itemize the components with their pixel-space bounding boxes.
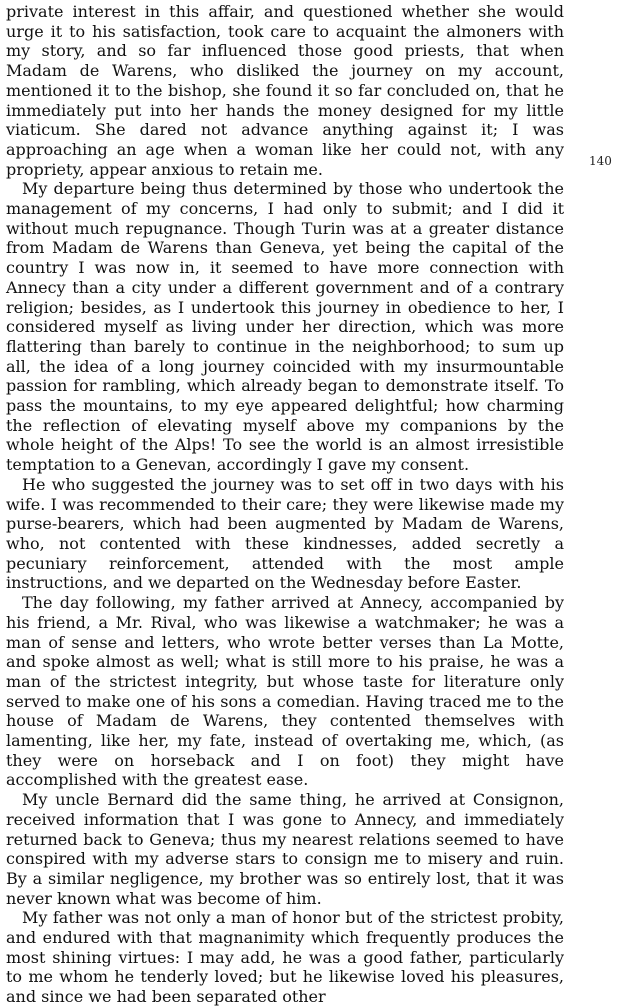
paragraph-4: The day following, my father arrived at Annecy, accompanied by his friend, a Mr. Rival, who was likewise a watchmaker; he was a man of sense and letters, who wrote better verses than La Motte, and spoke almost as well; what is still more to his praise, he was a man of the strictest integrity, but whose taste for literature only served to make one of his sons a comedian. Having traced me to the house of Madam de Warens, they contented themselves with lamenting, like her, my fate, instead of overtaking me, which, (as they were on horseback and I on foot) they might have accomplished with the greatest ease. <box>6 593 564 790</box>
paragraph-3: He who suggested the journey was to set off in two days with his wife. I was recommended to their care; they were likewise made my purse-bearers, which had been augmented by Madam de Warens, who, not contented with these kindnesses, added secretly a pecuniary reinforcement, attended with the most ample instructions, and we departed on the Wednesday before Easter. <box>6 474 564 593</box>
paragraph-6: My father was not only a man of honor but of the strictest probity, and endured with that magnanimity which frequently produces the most shining virtues: I may add, he was a good father, particularly to me whom he tenderly loved; but he likewise loved his pleasures, and since we had been separated other <box>6 908 564 1007</box>
page-body <box>6 2 564 1007</box>
page-number: 140 <box>589 154 612 168</box>
paragraph-1: private interest in this affair, and questioned whether she would urge it to his satisfaction, took care to acquaint the almoners with my story, and so far influenced those good priests, that when Madam de Warens, who disliked the journey on my account, mentioned it to the bishop, she found it so far concluded on, that he immediately put into her hands the money designed for my little viaticum. She dared not advance anything against it; I was approaching an age when a woman like her could not, with any propriety, appear anxious to retain me. <box>6 2 564 179</box>
paragraph-5: My uncle Bernard did the same thing, he arrived at Consignon, received information that I was gone to Annecy, and immediately returned back to Geneva; thus my nearest relations seemed to have conspired with my adverse stars to consign me to misery and ruin. By a similar negligence, my brother was so entirely lost, that it was never known what was become of him. <box>6 790 564 908</box>
paragraph-2: My departure being thus determined by those who undertook the management of my concerns, I had only to submit; and I did it without much repugnance. Though Turin was at a greater distance from Madam de Warens than Geneva, yet being the capital of the country I was now in, it seemed to have more connection with Annecy than a city under a different government and of a contrary religion; besides, as I undertook this journey in obedience to her, I considered myself as living under her direction, which was more flattering than barely to continue in the neighborhood; to sum up all, the idea of a long journey coincided with my insurmountable passion for rambling, which already began to demonstrate itself. To pass the mountains, to my eye appeared delightful; how charming the reflection of elevating myself above my companions by the whole height of the Alps! To see the world is an almost irresistible temptation to a Genevan, accordingly I gave my consent. <box>6 179 564 475</box>
